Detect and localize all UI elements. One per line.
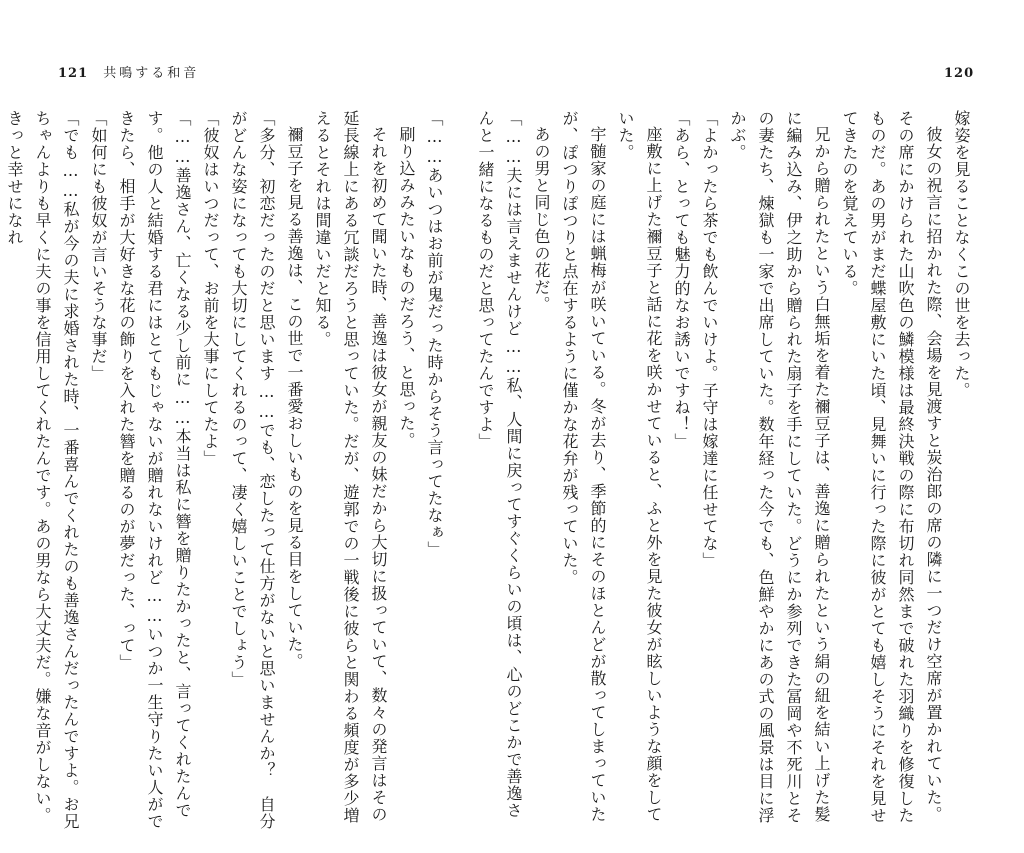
left-running-head	[58, 66, 199, 82]
dialogue-line: 「……あいつはお前が鬼だった時からそう言ってたなぁ」	[425, 110, 444, 558]
dialogue-line: 「……善逸さん、亡くなる少し前に……本当は私に簪を贈りたかったと、言ってくれたんです。他の人と結婚する君にはとてもじゃないが贈れないけれど……いつか一生守りたい人ができたら、相手が大好きな花の飾りを入れた簪を贈るのが夢だった、って」	[117, 110, 192, 830]
left-page-number: 121	[58, 66, 89, 81]
dialogue-line: 「……夫には言えませんけど……私、人間に戻ってすぐくらいの頃は、心のどこかで善逸さんと一緒になるものだと思ってたんですよ」	[476, 110, 523, 819]
paragraph: 刷り込みみたいなものだろう、と思った。	[397, 126, 416, 449]
right-page-body	[476, 110, 975, 830]
paragraph: 兄から贈られたという白無垢を着た禰豆子は、善逸に贈られたという絹の紐を結い上げた髪に編み込み、伊之助から贈られた扇子を手にしていた。どうにか参列できた冨岡や不死川とその妻たち、煉獄も一家で出席していた。数年経った今でも、色鮮やかにあの式の風景は目に浮かぶ。	[728, 110, 831, 824]
dialogue-line: 「彼奴はいつだって、お前を大事にしてたよ」	[201, 110, 220, 467]
paragraph: 彼女の祝言に招かれた際、会場を見渡すと炭治郎の席の隣に一つだけ空席が置かれていた。その席にかけられた山吹色の鱗模様は最終決戦の際に布切れ同然まで破れた羽織りを修復したものだ。あの男がまだ蝶屋敷にいた頃、見舞いに行った際に彼がとても嬉しそうにそれを見せてきたのを覚えている。	[840, 110, 943, 824]
chapter-title: 共鳴する和音	[103, 66, 200, 81]
paragraph: 宇髄家の庭には蝋梅が咲いている。冬が去り、季節的にそのほとんどが散ってしまっていたが、ぽつりぽつりと点在するように僅かな花弁が残っていた。	[560, 110, 607, 823]
paragraph: 禰豆子を見る善逸は、この世で一番愛おしいものを見る目をしていた。	[285, 126, 304, 670]
paragraph: それを初めて聞いた時、善逸は彼女が親友の妹だから大切に扱っていて、数々の発言はその延長線上にある冗談だろうと思っていた。だが、遊郭での一戦後に彼らと関わる頻度が多少増えるとそれは間違いだと知る。	[313, 110, 388, 824]
dialogue-line: 「よかったら茶でも飲んでいけよ。子守は嫁達に任せてな」	[700, 110, 719, 569]
paragraph: 座敷に上げた禰豆子と話に花を咲かせていると、ふと外を見た彼女が眩しいような顔をしていた。	[616, 110, 663, 823]
dialogue-line: 「如何にも彼奴が言いそうな事だ」	[89, 110, 108, 382]
paragraph: 嫁姿を見ることなくこの世を去った。	[952, 110, 971, 399]
dialogue-line: 「あら、とっても魅力的なお誘いですね！」	[672, 110, 691, 450]
paragraph: あの男と同じ色の花だ。	[532, 126, 551, 313]
dialogue-line: 「でも……私が今の夫に求婚された時、一番喜んでくれたのも善逸さんだったんですよ。お兄ちゃんよりも早くに夫の事を信用してくれたんです。あの男なら大丈夫だ。嫌な音がしない。きっと幸せになれ	[5, 110, 80, 830]
right-page-number: 120	[944, 66, 975, 81]
dialogue-line: 「多分、初恋だったのだと思います……でも、恋したって仕方がないと思いませんか？ 自分がどんな姿になっても大切にしてくれるのって、凄く嬉しいことでしょう」	[229, 110, 276, 830]
left-page-body	[5, 110, 448, 830]
